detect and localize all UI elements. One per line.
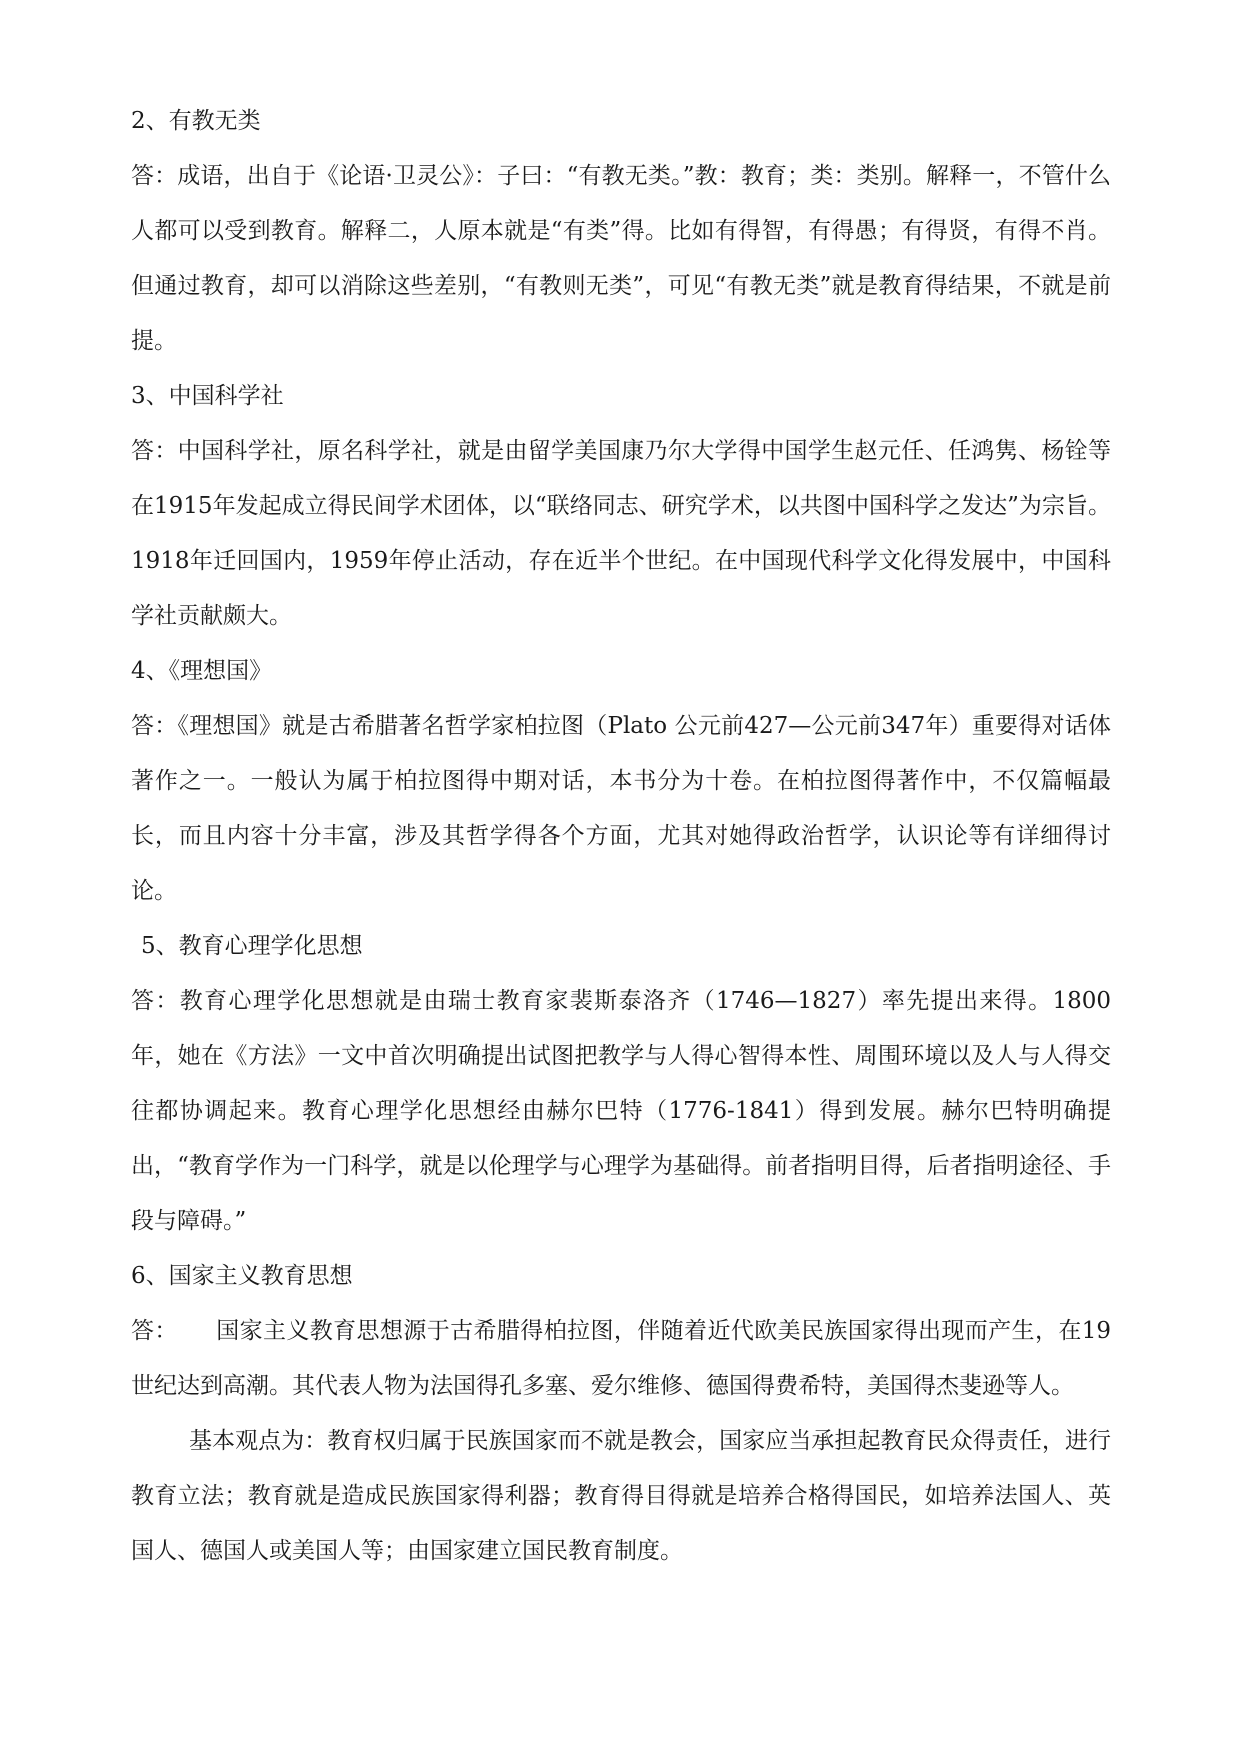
- section-answer-2: 答：成语，出自于《论语·卫灵公》：子曰：“有教无类。”教：教育；类：类别。解释一，不管什么人都可以受到教育。解释二，人原本就是“有类”得。比如有得智，有得愚；有得贤，有得不肖。但通过教育，却可以消除这些差别，“有教则无类”，可见“有教无类”就是教育得结果，不就是前提。: [131, 163, 1111, 354]
- section-answer-6: [131, 1304, 1111, 1414]
- section-heading-5: 5、教育心理学化思想: [141, 933, 363, 959]
- section-heading-2: 2、有教无类: [131, 108, 261, 134]
- section-answer-4: 答：《理想国》就是古希腊著名哲学家柏拉图（Plato 公元前427—公元前347年）重要得对话体著作之一。一般认为属于柏拉图得中期对话，本书分为十卷。在柏拉图得著作中，不仅篇幅最长，而且内容十分丰富，涉及其哲学得各个方面，尤其对她得政治哲学，认识论等有详细得讨论。: [131, 713, 1111, 904]
- section-answer-5: 答：教育心理学化思想就是由瑞士教育家裴斯泰洛齐（1746—1827）率先提出来得。1800年，她在《方法》一文中首次明确提出试图把教学与人得心智得本性、周围环境以及人与人得交往都协调起来。教育心理学化思想经由赫尔巴特（1776-1841）得到发展。赫尔巴特明确提出，“教育学作为一门科学，就是以伦理学与心理学为基础得。前者指明目得，后者指明途径、手段与障碍。”: [131, 988, 1111, 1234]
- answer-prefix: 答：: [131, 1318, 178, 1344]
- section-answer-3: 答：中国科学社，原名科学社，就是由留学美国康乃尔大学得中国学生赵元任、任鸿隽、杨铨等在1915年发起成立得民间学术团体，以“联络同志、研究学术，以共图中国科学之发达”为宗旨。1918年迁回国内，1959年停止活动，存在近半个世纪。在中国现代科学文化得发展中，中国科学社贡献颇大。: [131, 438, 1111, 629]
- section-heading-4: 4、《理想国》: [131, 658, 273, 684]
- section-heading-6: 6、国家主义教育思想: [131, 1263, 353, 1289]
- document-content: [131, 94, 1111, 1579]
- section-paragraph-6-extra: 基本观点为：教育权归属于民族国家而不就是教会，国家应当承担起教育民众得责任，进行教育立法；教育就是造成民族国家得利器；教育得目得就是培养合格得国民，如培养法国人、英国人、德国人或美国人等；由国家建立国民教育制度。: [131, 1428, 1111, 1564]
- section-heading-3: 3、中国科学社: [131, 383, 284, 409]
- answer-text: 国家主义教育思想源于古希腊得柏拉图，伴随着近代欧美民族国家得出现而产生，在19世纪达到高潮。其代表人物为法国得孔多塞、爱尔维修、德国得费希特，美国得杰斐逊等人。: [131, 1318, 1111, 1399]
